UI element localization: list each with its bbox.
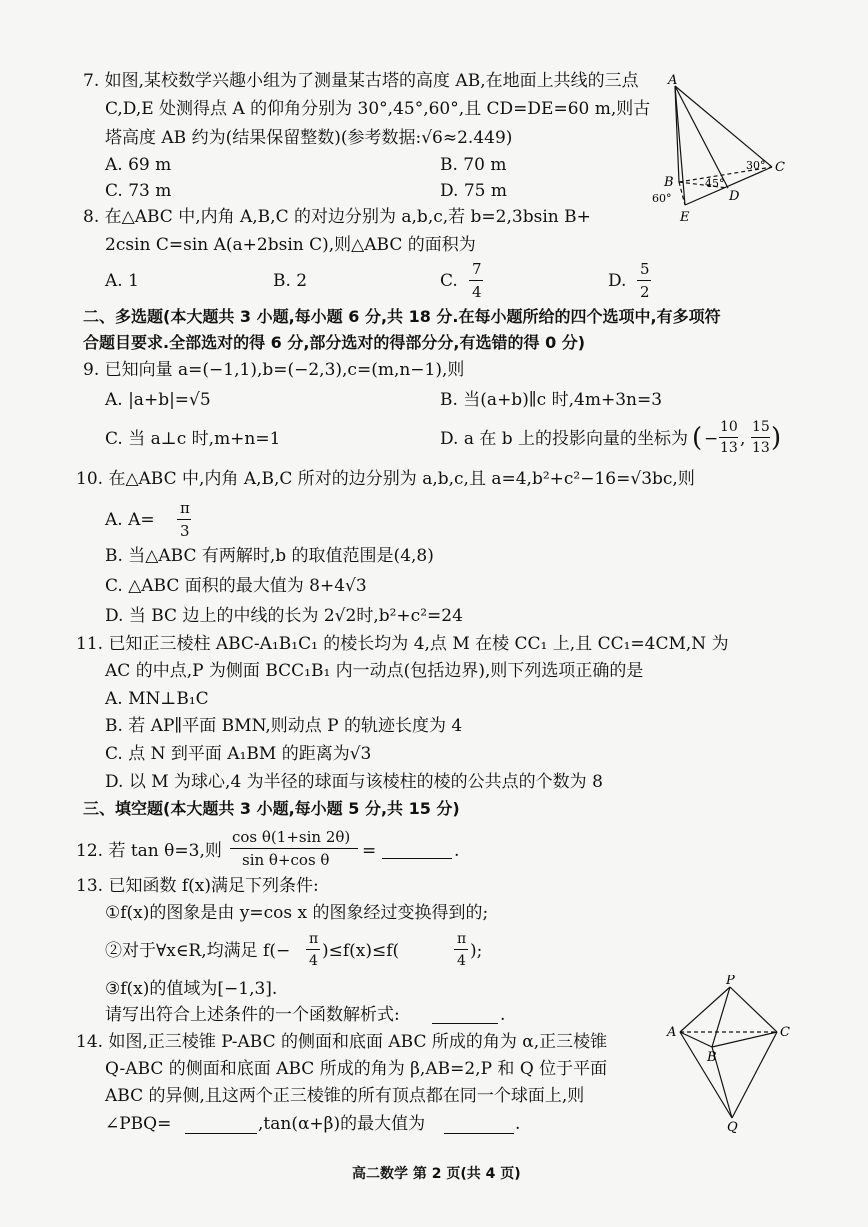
q9-option-d-comma: , [740, 429, 746, 449]
q8-option-c-label: C. [440, 271, 458, 291]
q10-option-a-numerator: π [180, 499, 190, 517]
q10-line1: 10. 在△ABC 中,内角 A,B,C 所对的边分别为 a,b,c,且 a=4,b²+c²−16=√3bc,则 [76, 469, 695, 489]
q14-answer-blank-1 [185, 1133, 257, 1134]
q9-option-d-frac1-num: 10 [720, 419, 738, 435]
q13-question: 请写出符合上述条件的一个函数解析式: [105, 1005, 400, 1025]
q7-line1: 7. 如图,某校数学兴趣小组为了测量某古塔的高度 AB,在地面上共线的三点 [83, 71, 639, 91]
q7-fig-label-b: B [664, 175, 674, 190]
q14-line4-middle: ,tan(α+β)的最大值为 [258, 1114, 426, 1134]
q8-option-c-numerator: 7 [472, 260, 482, 278]
q10-option-a-denominator: 3 [180, 522, 190, 540]
q13-condition2-end: ); [470, 941, 483, 961]
q7-option-c: C. 73 m [105, 181, 172, 201]
q7-line3: 塔高度 AB 约为(结果保留整数)(参考数据:√6≈2.449) [105, 128, 513, 148]
q14-line3: ABC 的异侧,且这两个正三棱锥的所有顶点都在同一个球面上,则 [105, 1086, 585, 1106]
q13-pi-num-1: π [309, 931, 319, 947]
q8-option-c-denominator: 4 [472, 283, 482, 301]
q12-denominator: sin θ+cos θ [242, 851, 330, 869]
q7-fig-angle-60: 60° [652, 192, 672, 205]
q14-line4-start: ∠PBQ= [105, 1114, 172, 1134]
q11-option-d: D. 以 M 为球心,4 为半径的球面与该棱柱的棱的公共点的个数为 8 [105, 772, 603, 792]
q7-fig-angle-30: 30° [746, 159, 766, 172]
q13-condition2-prefix: ②对于∀x∈R,均满足 f(− [105, 941, 291, 961]
q8-option-a: A. 1 [105, 271, 139, 291]
page-footer: 高二数学 第 2 页(共 4 页) [352, 1166, 521, 1182]
q7-option-b: B. 70 m [440, 155, 507, 175]
q11-option-a: A. MN⊥B₁C [105, 689, 209, 709]
q9-option-d-frac2-den: 13 [752, 440, 770, 456]
q12-prefix: 12. 若 tan θ=3,则 [76, 841, 222, 861]
q8-option-d-denominator: 2 [640, 283, 650, 301]
q11-option-c: C. 点 N 到平面 A₁BM 的距离为√3 [105, 744, 372, 764]
q12-period: . [454, 841, 460, 861]
q13-condition1: ①f(x)的图象是由 y=cos x 的图象经过变换得到的; [105, 903, 489, 923]
q12-answer-blank [382, 858, 452, 859]
q10-option-a: A. A= [105, 510, 155, 530]
q13-condition2-middle: )≤f(x)≤f( [322, 941, 400, 961]
q11-line2: AC 的中点,P 为侧面 BCC₁B₁ 内一动点(包括边界),则下列选项正确的是 [105, 661, 644, 681]
q14-bipyramid-figure [665, 975, 795, 1135]
q14-fig-label-c: C [780, 1025, 790, 1040]
q14-answer-blank-2 [444, 1133, 514, 1134]
q13-period: . [500, 1005, 506, 1025]
q8-line1: 8. 在△ABC 中,内角 A,B,C 的对边分别为 a,b,c,若 b=2,3bsin B+ [83, 207, 591, 227]
q13-four-den-2: 4 [457, 953, 466, 969]
q12-equals: = [362, 841, 377, 861]
section3-heading: 三、填空题(本大题共 3 小题,每小题 5 分,共 15 分) [83, 799, 460, 818]
q14-line4-end: . [515, 1114, 521, 1134]
q12-numerator: cos θ(1+sin 2θ) [232, 828, 351, 846]
q10-option-d: D. 当 BC 边上的中线的长为 2√2时,b²+c²=24 [105, 606, 463, 626]
q9-line1: 9. 已知向量 a=(−1,1),b=(−2,3),c=(m,n−1),则 [83, 360, 465, 380]
q9-option-a: A. |a+b|=√5 [105, 390, 211, 410]
q9-option-d-open-paren: ( [692, 423, 703, 453]
q9-option-d-minus: − [704, 429, 719, 449]
q7-tower-figure [650, 70, 800, 230]
q13-four-den-1: 4 [309, 953, 318, 969]
q7-option-d: D. 75 m [440, 181, 507, 201]
q13-line1: 13. 已知函数 f(x)满足下列条件: [76, 876, 319, 896]
q14-fig-label-b: B [707, 1050, 717, 1065]
q7-fig-label-c: C [775, 160, 785, 175]
q9-option-d-frac2-num: 15 [752, 419, 770, 435]
q9-option-b: B. 当(a+b)∥c 时,4m+3n=3 [440, 390, 663, 410]
q7-fig-label-a: A [668, 73, 678, 88]
q14-line2: Q-ABC 的侧面和底面 ABC 所成的角为 β,AB=2,P 和 Q 位于平面 [105, 1059, 608, 1079]
q10-option-b: B. 当△ABC 有两解时,b 的取值范围是(4,8) [105, 546, 434, 566]
q11-option-b: B. 若 AP∥平面 BMN,则动点 P 的轨迹长度为 4 [105, 716, 463, 736]
q13-pi-num-2: π [457, 931, 467, 947]
q13-condition3: ③f(x)的值域为[−1,3]. [105, 979, 278, 999]
q14-fig-label-p: P [726, 975, 735, 988]
q8-option-d-numerator: 5 [640, 260, 650, 278]
q7-fig-angle-45: 45° [705, 177, 725, 190]
q7-fig-label-d: D [729, 189, 740, 204]
q9-option-d-frac1-den: 13 [720, 440, 738, 456]
q14-fig-label-q: Q [727, 1120, 738, 1135]
section2-heading-line1: 二、多选题(本大题共 3 小题,每小题 6 分,共 18 分.在每小题所给的四个选项中,有多项符 [83, 307, 721, 326]
q11-line1: 11. 已知正三棱柱 ABC-A₁B₁C₁ 的棱长均为 4,点 M 在棱 CC₁ 上,且 CC₁=4CM,N 为 [76, 634, 729, 654]
q13-answer-blank [432, 1023, 498, 1024]
q8-option-d-label: D. [608, 271, 627, 291]
q9-option-d-close-paren: ) [771, 423, 782, 453]
q9-option-d: D. a 在 b 上的投影向量的坐标为 [440, 429, 689, 449]
q10-option-c: C. △ABC 面积的最大值为 8+4√3 [105, 576, 367, 596]
q14-line1: 14. 如图,正三棱锥 P-ABC 的侧面和底面 ABC 所成的角为 α,正三棱锥 [76, 1032, 608, 1052]
q7-fig-label-e: E [680, 210, 690, 225]
q7-option-a: A. 69 m [105, 155, 172, 175]
section2-heading-line2: 合题目要求.全部选对的得 6 分,部分选对的得部分分,有选错的得 0 分) [83, 333, 586, 352]
q8-option-b: B. 2 [273, 271, 308, 291]
q9-option-c: C. 当 a⊥c 时,m+n=1 [105, 429, 281, 449]
q14-fig-label-a: A [667, 1025, 677, 1040]
q8-line2: 2csin C=sin A(a+2bsin C),则△ABC 的面积为 [105, 235, 476, 255]
q7-line2: C,D,E 处测得点 A 的仰角分别为 30°,45°,60°,且 CD=DE=60 m,则古 [105, 99, 651, 119]
